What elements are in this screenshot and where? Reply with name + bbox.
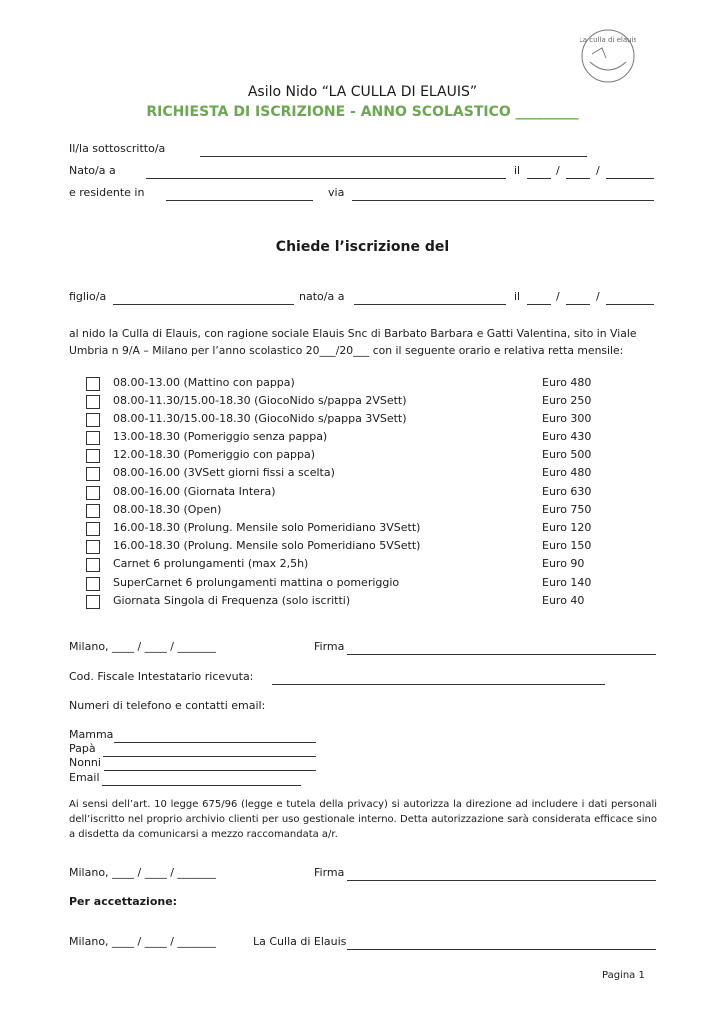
figlio-label: figlio/a [69, 290, 107, 303]
option-label: 08.00-11.30/15.00-18.30 (GiocoNido s/pappa 3VSett) [113, 412, 407, 425]
sign-place-date: Milano, ____ / ____ / _______ [69, 866, 216, 879]
child-date-month[interactable] [566, 290, 590, 309]
nato-il-label: il [514, 164, 521, 177]
email-field[interactable] [102, 771, 301, 790]
option-checkbox[interactable] [86, 395, 100, 409]
option-price: Euro 150 [542, 539, 592, 552]
option-label: 08.00-16.00 (3VSett giorni fissi a scelta) [113, 466, 335, 479]
option-checkbox[interactable] [86, 504, 100, 518]
option-checkbox[interactable] [86, 486, 100, 500]
option-label: Giornata Singola di Frequenza (solo iscritti) [113, 594, 351, 607]
privacy-notice: Ai sensi dell’art. 10 legge 675/96 (legge e tutela della privacy) si autorizza la direzione ad includere i dati personali dell’iscritto nel proprio archivio clienti per uso gestionale interno. Detta autorizzazione sarà considerata efficace sino a disdetta da comunicarsi a mezzo raccomandata a/r. [69, 799, 657, 840]
nato-field[interactable] [146, 164, 506, 183]
codfiscale-label: Cod. Fiscale Intestatario ricevuta: [69, 670, 254, 683]
option-price: Euro 750 [542, 503, 592, 516]
option-label: 08.00-13.00 (Mattino con pappa) [113, 376, 295, 389]
logo [580, 28, 636, 84]
option-price: Euro 480 [542, 466, 592, 479]
culla-signature-field[interactable] [347, 935, 656, 954]
option-label: 16.00-18.30 (Prolung. Mensile solo Pomeridiano 3VSett) [113, 521, 421, 534]
option-label: 16.00-18.30 (Prolung. Mensile solo Pomeridiano 5VSett) [113, 539, 421, 552]
via-field[interactable] [352, 186, 654, 205]
option-price: Euro 120 [542, 521, 592, 534]
accettazione-label: Per accettazione: [69, 895, 178, 908]
option-label: 08.00-18.30 (Open) [113, 503, 222, 516]
option-price: Euro 430 [542, 430, 592, 443]
residente-label: e residente in [69, 186, 145, 199]
child-nato-label: nato/a a [299, 290, 345, 303]
firma-field[interactable] [347, 866, 656, 885]
email-label: Email [69, 771, 100, 784]
sottoscritto-label: Il/la sottoscritto/a [69, 142, 166, 155]
via-label: via [328, 186, 345, 199]
option-checkbox[interactable] [86, 522, 100, 536]
child-date-year[interactable] [606, 290, 654, 309]
nato-date-month[interactable] [566, 164, 590, 183]
page-number: Pagina 1 [602, 970, 645, 981]
option-label: Carnet 6 prolungamenti (max 2,5h) [113, 557, 309, 570]
option-checkbox[interactable] [86, 540, 100, 554]
option-checkbox[interactable] [86, 413, 100, 427]
option-price: Euro 630 [542, 485, 592, 498]
sign-place-date: Milano, ____ / ____ / _______ [69, 640, 216, 653]
option-price: Euro 480 [542, 376, 592, 389]
enrollment-paragraph: al nido la Culla di Elauis, con ragione sociale Elauis Snc di Barbato Barbara e Gatti Valentina, sito in Viale Umbria n 9/A – Milano per l’anno scolastico 20___/20___ con il seguente orario e relativa retta mensile: [69, 327, 637, 357]
culla-signature-label: La Culla di Elauis [253, 935, 347, 948]
option-label: 08.00-11.30/15.00-18.30 (GiocoNido s/pappa 2VSett) [113, 394, 407, 407]
nato-date-day[interactable] [527, 164, 551, 183]
date-separator: / [596, 290, 600, 303]
option-price: Euro 250 [542, 394, 592, 407]
child-date-day[interactable] [527, 290, 551, 309]
option-checkbox[interactable] [86, 431, 100, 445]
option-price: Euro 140 [542, 576, 592, 589]
section-heading: Chiede l’iscrizione del [275, 239, 450, 255]
papa-label: Papà [69, 742, 96, 755]
firma-field[interactable] [347, 640, 656, 659]
option-label: SuperCarnet 6 prolungamenti mattina o pomeriggio [113, 576, 400, 589]
nato-label: Nato/a a [69, 164, 116, 177]
date-separator: / [556, 290, 560, 303]
logo-cradle-icon [580, 28, 636, 84]
option-price: Euro 500 [542, 448, 592, 461]
child-nato-field[interactable] [354, 290, 506, 309]
firma-label: Firma [314, 866, 345, 879]
option-checkbox[interactable] [86, 467, 100, 481]
page-title: Asilo Nido “LA CULLA DI ELAUIS” [247, 84, 478, 100]
option-checkbox[interactable] [86, 449, 100, 463]
figlio-field[interactable] [113, 290, 294, 309]
page-subtitle: RICHIESTA DI ISCRIZIONE - ANNO SCOLASTICO _________ [146, 104, 579, 120]
codfiscale-field[interactable] [272, 670, 605, 689]
nato-date-year[interactable] [606, 164, 654, 183]
option-label: 13.00-18.30 (Pomeriggio senza pappa) [113, 430, 328, 443]
date-separator: / [596, 164, 600, 177]
nonni-label: Nonni [69, 756, 101, 769]
contacts-heading: Numeri di telefono e contatti email: [69, 699, 266, 712]
residente-field[interactable] [166, 186, 313, 205]
child-il-label: il [514, 290, 521, 303]
date-separator: / [556, 164, 560, 177]
option-checkbox[interactable] [86, 577, 100, 591]
option-price: Euro 40 [542, 594, 585, 607]
option-checkbox[interactable] [86, 558, 100, 572]
option-label: 08.00-16.00 (Giornata Intera) [113, 485, 276, 498]
firma-label: Firma [314, 640, 345, 653]
option-price: Euro 300 [542, 412, 592, 425]
logo-text: La culla di elauis [580, 36, 636, 44]
option-checkbox[interactable] [86, 377, 100, 391]
option-checkbox[interactable] [86, 595, 100, 609]
option-price: Euro 90 [542, 557, 585, 570]
sign-place-date: Milano, ____ / ____ / _______ [69, 935, 216, 948]
sottoscritto-field[interactable] [200, 142, 587, 161]
mamma-label: Mamma [69, 728, 114, 741]
option-label: 12.00-18.30 (Pomeriggio con pappa) [113, 448, 315, 461]
